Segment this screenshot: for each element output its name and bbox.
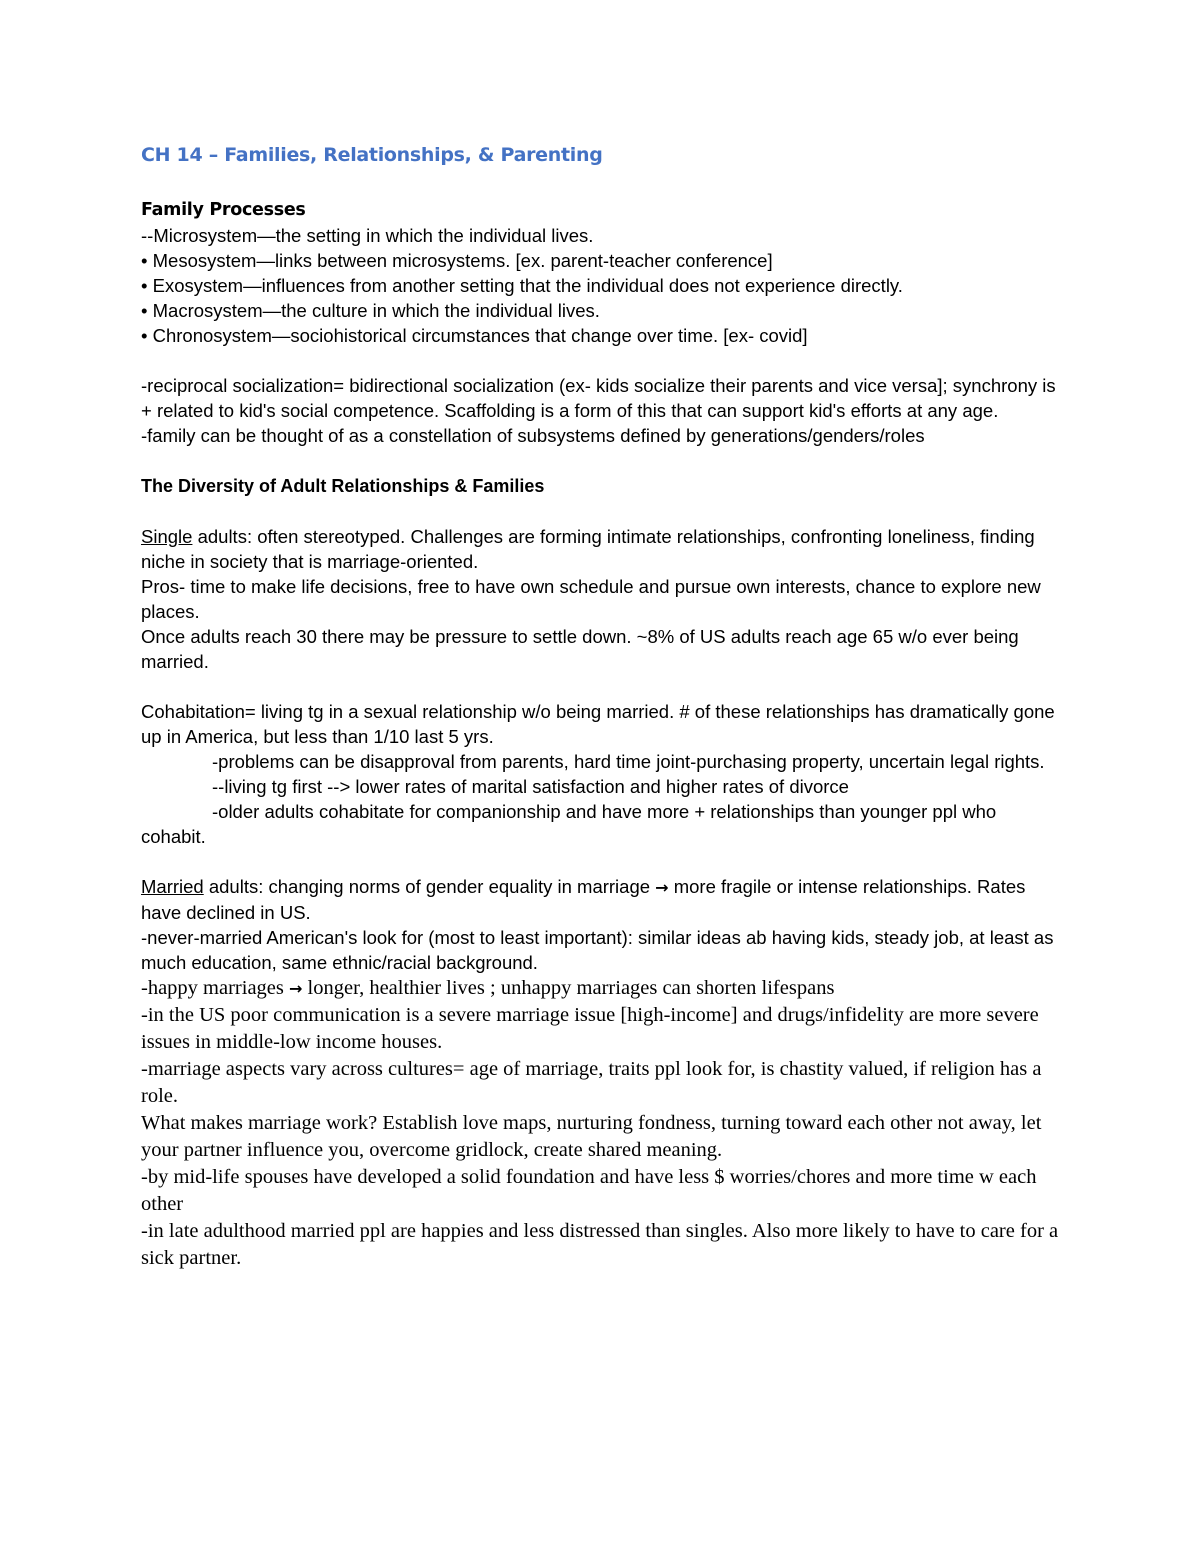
list-item: • Exosystem—influences from another setting that the individual does not experience directly. xyxy=(141,275,903,296)
what-works-paragraph: What makes marriage work? Establish love maps, nurturing fondness, turning toward each other not away, let your partner influence you, overcome gridlock, create shared meaning. xyxy=(141,1112,1042,1161)
us-poor-communication-paragraph: -in the US poor communication is a severe marriage issue [high-income] and drugs/infidelity are more severe issues in middle-low income houses. xyxy=(141,1004,1039,1053)
happy-marriages-paragraph xyxy=(141,975,1066,1002)
single-text: adults: often stereotyped. Challenges are forming intimate relationships, confronting loneliness, finding niche in society that is marriage-oriented. xyxy=(141,526,1035,572)
spacer xyxy=(141,499,1066,524)
single-term: Single xyxy=(141,526,193,547)
single-paragraph xyxy=(141,524,1066,574)
document-title: CH 14 – Families, Relationships, & Parenting xyxy=(141,144,603,166)
spacer xyxy=(141,674,1066,699)
happy-after: longer, healthier lives ; unhappy marriages can shorten lifespans xyxy=(302,977,835,999)
spacer xyxy=(141,448,1066,473)
spacer xyxy=(141,849,1066,874)
late-adulthood-paragraph: -in late adulthood married ppl are happies and less distressed than singles. Also more likely to have to care for a sick partner. xyxy=(141,1220,1059,1269)
spacer xyxy=(141,348,1066,373)
list-item: --Microsystem—the setting in which the individual lives. xyxy=(141,225,594,246)
cohabitation-problems xyxy=(141,749,1066,774)
reciprocal-paragraph: -reciprocal socialization= bidirectional socialization (ex- kids socialize their parents and vice versa]; synchrony is + related to kid's social competence. Scaffolding is a form of this that can support kid's efforts at any age. xyxy=(141,375,1056,421)
single-pressure: Once adults reach 30 there may be pressure to settle down. ~8% of US adults reach age 65 w/o ever being married. xyxy=(141,626,1019,672)
document-body xyxy=(141,140,1066,1272)
right-arrow-icon: → xyxy=(655,878,669,897)
single-pros: Pros- time to make life decisions, free to have own schedule and pursue own interests, chance to explore new places. xyxy=(141,576,1041,622)
married-paragraph xyxy=(141,874,1066,925)
cultures-paragraph: -marriage aspects vary across cultures= age of marriage, traits ppl look for, is chastity valued, if religion has a role. xyxy=(141,1058,1042,1107)
married-text-before: adults: changing norms of gender equality in marriage xyxy=(203,876,656,897)
family-processes-heading: Family Processes xyxy=(141,200,306,220)
list-item: • Chronosystem—sociohistorical circumstances that change over time. [ex- covid] xyxy=(141,325,808,346)
list-item: • Macrosystem—the culture in which the individual lives. xyxy=(141,300,600,321)
list-item: • Mesosystem—links between microsystems. [ex. parent-teacher conference] xyxy=(141,250,773,271)
married-text-after: more fragile or intense relationships. Rates have declined in US. xyxy=(141,876,1026,923)
cohabitation-older-text: -older adults cohabitate for companionship and have more + relationships than younger ppl who cohabit. xyxy=(141,801,997,847)
married-term: Married xyxy=(141,876,204,897)
cohabitation-older xyxy=(141,799,1066,849)
cohabitation-living-first xyxy=(141,774,1066,799)
diversity-heading: The Diversity of Adult Relationships & Families xyxy=(141,476,545,496)
never-married-paragraph: -never-married American's look for (most to least important): similar ideas ab having kids, steady job, at least as much education, same ethnic/racial background. xyxy=(141,927,1054,973)
cohabitation-definition: Cohabitation= living tg in a sexual relationship w/o being married. # of these relationships has dramatically gone up in America, but less than 1/10 last 5 yrs. xyxy=(141,701,1055,747)
cohabitation-problems-text: -problems can be disapproval from parents, hard time joint-purchasing property, uncertain legal rights. xyxy=(212,751,1045,772)
happy-before: -happy marriages xyxy=(141,977,289,999)
mid-life-paragraph: -by mid-life spouses have developed a solid foundation and have less $ worries/chores and more time w each other xyxy=(141,1166,1037,1215)
constellation-paragraph: -family can be thought of as a constellation of subsystems defined by generations/genders/roles xyxy=(141,425,925,446)
right-arrow-icon: → xyxy=(289,979,303,998)
cohabitation-living-first-text: --living tg first --> lower rates of marital satisfaction and higher rates of divorce xyxy=(212,776,849,797)
